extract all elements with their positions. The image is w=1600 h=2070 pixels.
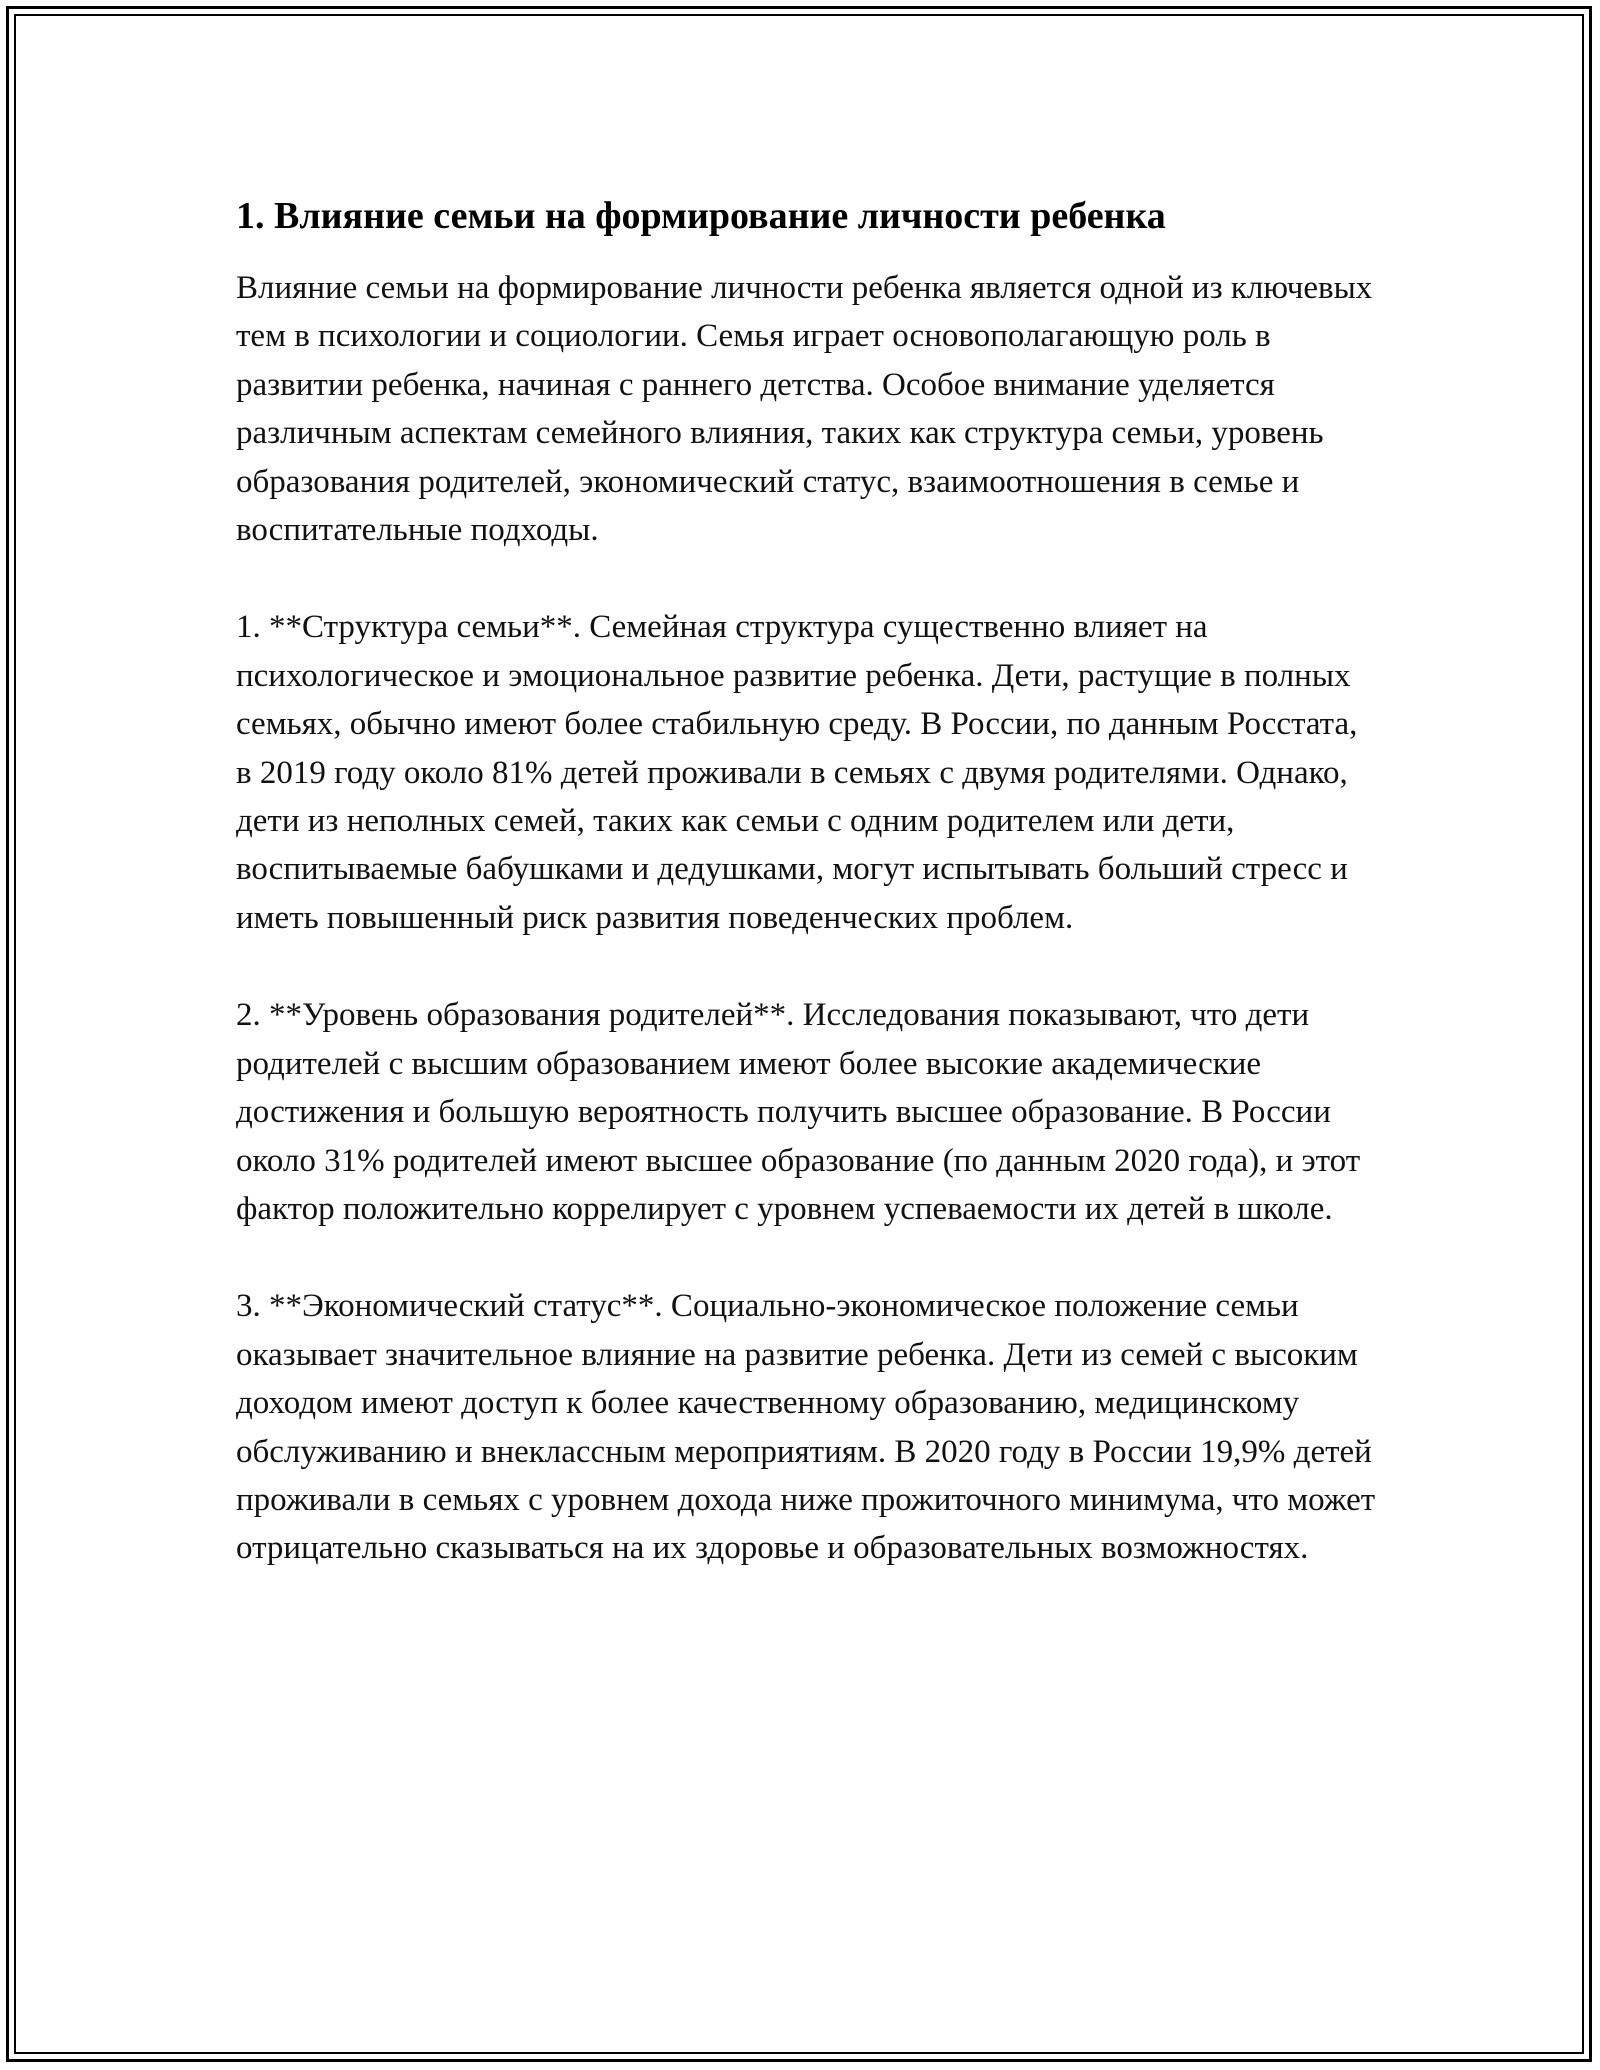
section-heading: 1. Влияние семьи на формирование личности ребенка	[236, 195, 1166, 237]
intro-paragraph: Влияние семьи на формирование личности ребенка является одной из ключевых тем в психологии и социологии. Семья играет основополагающую роль в развитии ребенка, начиная с раннего детства. Особое внимание уделяется различным аспектам семейного влияния, таких как структура семьи, уровень образования родителей, экономический статус, взаимоотношения в семье и воспитательные подходы.	[236, 270, 1373, 549]
economic-status-paragraph: 3. **Экономический статус**. Социально-экономическое положение семьи оказывает значительное влияние на развитие ребенка. Дети из семей с высоким доходом имеют доступ к более качественному образованию, медицинскому обслуживанию и внеклассным мероприятиям. В 2020 году в России 19,9% детей проживали в семьях с уровнем дохода ниже прожиточного минимума, что может отрицательно сказываться на их здоровье и образовательных возможностях.	[236, 1288, 1376, 1567]
family-structure-paragraph: 1. **Структура семьи**. Семейная структура существенно влияет на психологическое и эмоциональное развитие ребенка. Дети, растущие в полных семьях, обычно имеют более стабильную среду. В России, по данным Росстата, в 2019 году около 81% детей проживали в семьях с двумя родителями. Однако, дети из неполных семей, таких как семьи с одним родителем или дети, воспитываемые бабушками и дедушками, могут испытывать больший стресс и иметь повышенный риск развития поведенческих проблем.	[236, 609, 1358, 936]
document-body	[236, 190, 1376, 1622]
parents-education-paragraph: 2. **Уровень образования родителей**. Исследования показывают, что дети родителей с высшим образованием имеют более высокие академические достижения и большую вероятность получить высшее образование. В России около 31% родителей имеют высшее образование (по данным 2020 года), и этот фактор положительно коррелирует с уровнем успеваемости их детей в школе.	[236, 997, 1361, 1227]
